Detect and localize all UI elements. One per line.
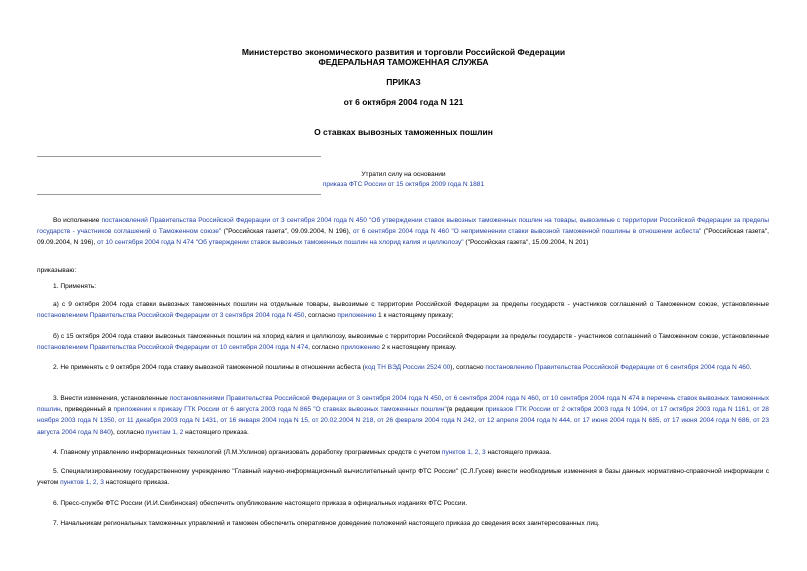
item-1b-link-474[interactable]: постановлением Правительства Российской Федерации от 10 сентября 2004 года N 474 <box>37 344 309 352</box>
item-3-link-order-title[interactable]: "О ставках вывозных таможенных пошлин" <box>313 406 447 414</box>
ministry-name: Министерство экономического развития и торговли Российской Федерации <box>241 47 566 57</box>
item-3-link-450[interactable]: постановлениями Правительства Российской Федерации от 3 сентября 2004 года N 450 <box>169 395 442 402</box>
item-1a-text-2: , согласно <box>304 312 338 320</box>
item-2-text-1: 2. Не применять с 9 октября 2004 года ставку вывозной таможенной пошлины в отношении асбеста ( <box>53 364 365 371</box>
doc-date: от 6 октября 2004 года N 121 <box>343 97 464 107</box>
preamble-text-2: ("Российская газета", 09.09.2004, N 196), <box>221 228 353 236</box>
item-5-text-1: 5. Специализированному государственному учреждению "Главный научно-информационный вычислительный центр ФТС России" (С.Л.Гусев) внести необходимые изменения в базы данных нормативно-справочной информации с учетом <box>37 468 769 487</box>
preamble-text-4: ("Российская газета", 15.09.2004, N 201) <box>463 239 589 247</box>
item-3-text-10: настоящего приказа. <box>183 428 249 436</box>
item-3-link-amendments[interactable]: приказов ГТК России от 2 октября 2003 года N 1094, от 17 октября 2003 года N 1161, от 28 ноября 2003 года N 1350, от 11 декабря 2003 года N 1431, от 16 января 2004 года N 15, от 20.02.2004 N 218, от 26 февраля 2004 года N 242, от 12 апреля 2004 года N 444, от 17 июня 2004 года N 685, от 17 июня 2004 года N 686, от 23 августа 2004 года N 840 <box>37 406 769 436</box>
item-1b-text-1: б) с 15 октября 2004 года ставки вывозных таможенных пошлин на хлорид калия и целлюлозу, вывозимые с территории Российской Федерации за пределы государств - участников соглашений о Таможенном союзе, установленные <box>53 333 769 340</box>
item-4-text-1: 4. Главному управлению информационных технологий (Л.М.Ухлинов) организовать доработку программных средств с учетом <box>53 449 442 456</box>
item-1a-text-1: а) с 9 октября 2004 года ставки вывозных таможенных пошлин на отдельные товары, вывозимые с территории Российской Федерации за пределы государств - участников соглашений о Таможенном союзе, установленные <box>53 301 769 308</box>
item-3-text-9: ), согласно <box>110 428 146 436</box>
divider-bottom <box>37 194 321 195</box>
item-6-paragraph: 6. Пресс-службе ФТС России (И.И.Скибинская) обеспечить опубликование настоящего приказа в официальных изданиях ФТС России. <box>53 500 468 507</box>
preamble-text-3: ("Российская газета", 09.09.2004, N 196), <box>37 228 769 247</box>
item-3-link-items[interactable]: пунктам 1, 2 <box>145 428 184 436</box>
item-3-text-1: 3. Внести изменения, установленные <box>53 395 170 402</box>
preamble-link-460[interactable]: от 6 сентября 2004 года N 460 "О неприменении ставки вывозной таможенной пошлины в отношении асбеста" <box>352 228 702 236</box>
item-4-link-items[interactable]: пунктов 1, 2, 3 <box>441 449 486 456</box>
preamble-paragraph <box>37 215 769 249</box>
item-2-link-code[interactable]: код ТН ВЭД России 2524 00 <box>364 364 451 371</box>
preamble-link-450[interactable]: постановлений Правительства Российской Федерации от 3 сентября 2004 года N 450 "Об утверждении ставок вывозных таможенных пошлин на товары, вывозимые с территории Российской Федерации за пределы государств - участников соглашений о Таможенном союзе" <box>37 217 769 236</box>
item-2-link-460[interactable]: постановлению Правительства Российской Федерации от 6 сентября 2004 года N 460 <box>485 364 750 371</box>
item-5-link-items[interactable]: пунктов 1, 2, 3 <box>60 479 104 487</box>
item-3-link-460[interactable]: от 6 сентября 2004 года N 460 <box>445 395 539 402</box>
item-1b-text-2: , согласно <box>308 344 342 352</box>
divider-top <box>37 156 321 157</box>
item-1a-paragraph <box>37 299 769 321</box>
item-5-text-2: настоящего приказа. <box>103 479 170 487</box>
item-1a-link-appendix[interactable]: приложению <box>337 312 377 320</box>
item-1b-paragraph <box>37 331 769 353</box>
item-3-text-8: (в редакции <box>446 406 486 414</box>
item-3-link-rates-list[interactable]: в перечень ставок вывозных таможенных пошлин <box>37 395 769 414</box>
item-3-paragraph <box>37 393 769 438</box>
item-4-text-2: настоящего приказа. <box>485 449 552 456</box>
item-2-text-2: ), согласно <box>450 364 486 371</box>
item-1a-text-3: 1 к настоящему приказу; <box>376 312 454 320</box>
order-word: приказываю: <box>37 267 77 274</box>
status-link[interactable]: приказа ФТС России от 15 октября 2009 года N 1881 <box>322 181 485 188</box>
item-1a-link-450[interactable]: постановлением Правительства Российской Федерации от 3 сентября 2004 года N 450 <box>37 312 305 320</box>
item-2-text-3: . <box>749 364 752 371</box>
preamble-link-474[interactable]: от 10 сентября 2004 года N 474 "Об утверждении ставок вывозных таможенных пошлин на хлорид калия и целлюлозу" <box>97 239 464 247</box>
item-2-paragraph <box>37 362 769 373</box>
item-3-link-474[interactable]: от 10 сентября 2004 года N 474 <box>542 395 640 402</box>
item-3-text-2: , <box>441 395 446 402</box>
item-5-paragraph <box>37 466 769 488</box>
doc-type: ПРИКАЗ <box>386 77 421 87</box>
item-3-text-3: , <box>538 395 543 402</box>
item-1b-link-appendix[interactable]: приложению <box>341 344 380 352</box>
item-3-link-order-865[interactable]: к приказу ГТК России от 6 августа 2003 года N 865 <box>153 406 312 414</box>
preamble-text-1: Во исполнение <box>53 217 102 224</box>
item-1-label: 1. Применять: <box>53 283 97 290</box>
item-1b-text-3: 2 к настоящему приказу. <box>379 344 457 352</box>
item-4-paragraph <box>37 447 769 458</box>
item-3-link-appendix[interactable]: приложении <box>113 406 152 414</box>
doc-title: О ставках вывозных таможенных пошлин <box>314 127 493 137</box>
status-text: Утратил силу на основании <box>361 171 446 178</box>
item-7-paragraph: 7. Начальникам региональных таможенных управлений и таможен обеспечить оперативное доведение положений настоящего приказа до сведения всех заинтересованных лиц. <box>53 520 600 527</box>
item-3-text-5: , приведенный в <box>60 406 114 414</box>
service-name: ФЕДЕРАЛЬНАЯ ТАМОЖЕННАЯ СЛУЖБА <box>318 57 489 67</box>
